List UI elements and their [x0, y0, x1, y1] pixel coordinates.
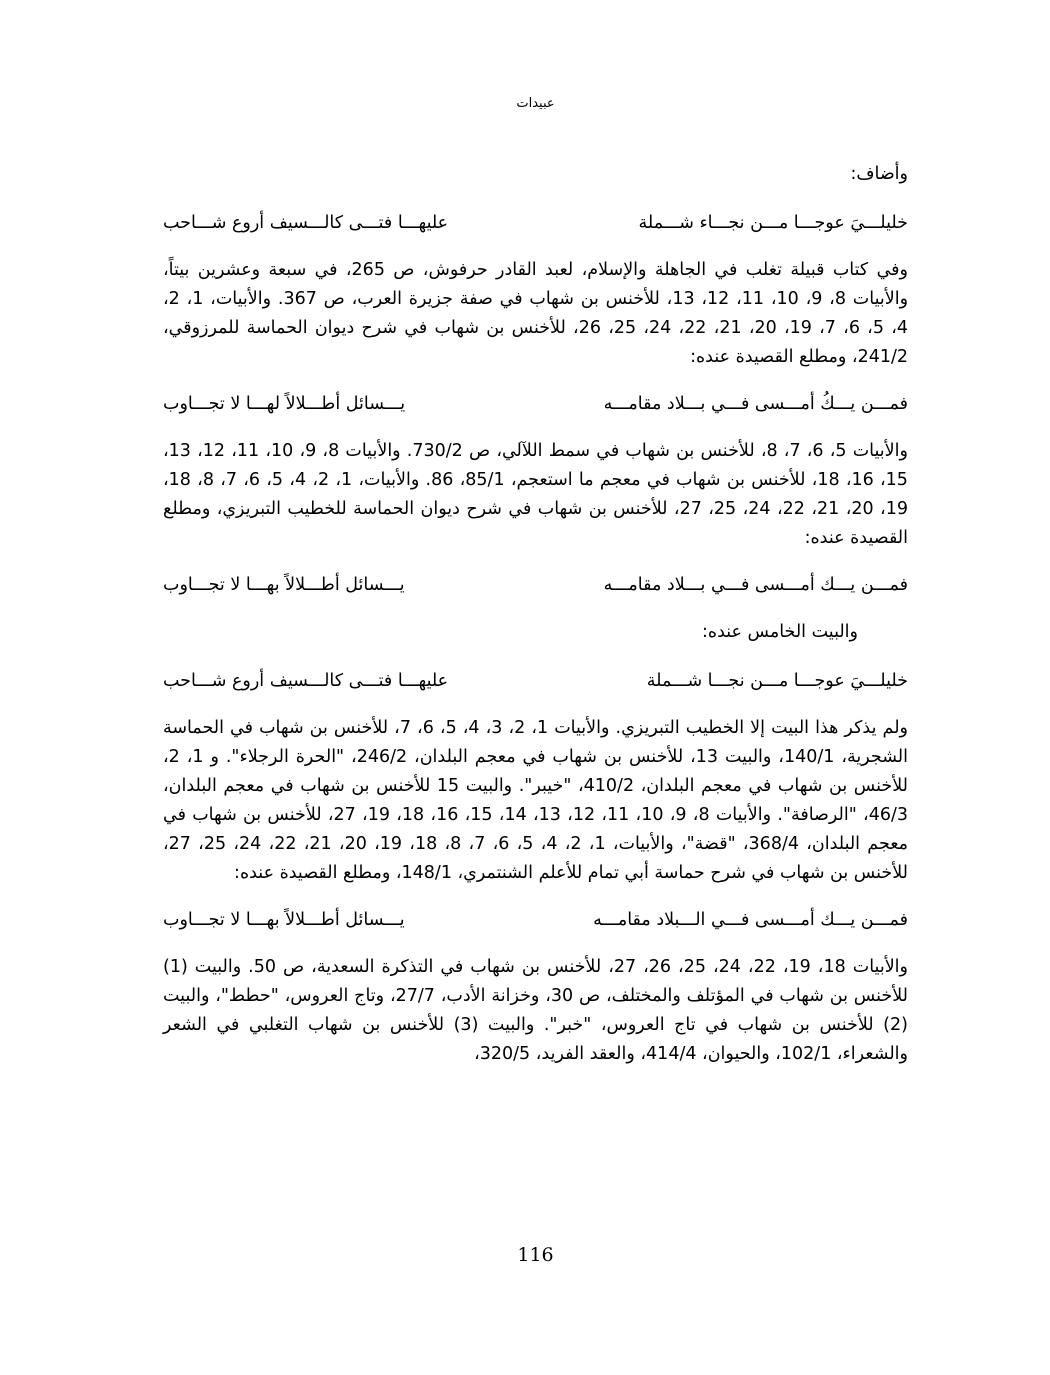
verse-3: [163, 571, 908, 600]
fifth-verse-label: والبيت الخامس عنده:: [702, 622, 858, 642]
page-content: [163, 160, 908, 1087]
document-page: [163, 0, 908, 1375]
paragraph-3: ولم يذكر هذا البيت إلا الخطيب التبريزي. والأبيات 1، 2، 3، 4، 5، 6، 7، للأخنس بن شهاب في الحماسة الشجرية، 140/1، والبيت 13، للأخنس بن شهاب في معجم البلدان، 246/2، "الحرة الرجلاء". و 1، 2، للأخنس بن شهاب في معجم البلدان، 410/2، "خيبر". والبيت 15 للأخنس بن شهاب في معجم البلدان، 46/3، "الرصافة". والأبيات 8، 9، 10، 11، 12، 13، 14، 15، 16، 18، 19، 27، للأخنس بن شهاب في معجم البلدان، 368/4، "قضة"، والأبيات، 1، 2، 4، 5، 6، 7، 8، 18، 19، 20، 21، 22، 24، 25، 27، للأخنس بن شهاب في شرح حماسة أبي تمام للأعلم الشنتمري، 148/1، ومطلع القصيدة عنده:: [163, 718, 909, 883]
verse-4-second-hemistich: عليهـــا فتـــى كالـــسيف أروع شـــاحب: [163, 671, 449, 691]
verse-4: [163, 667, 908, 696]
verse-1-second-hemistich: عليهـــا فتـــى كالـــسيف أروع شـــاحب: [163, 213, 449, 233]
verse-5: [163, 906, 908, 935]
verse-3-first-hemistich: فمـــن يـــك أمـــسى فـــي بـــلاد مقامـــه: [603, 575, 908, 595]
intro-label: وأضاف:: [850, 164, 908, 184]
paragraph-4: والأبيات 18، 19، 22، 24، 25، 26، 27، للأخنس بن شهاب في التذكرة السعدية، ص 50. والبيت (1) للأخنس بن شهاب في المؤتلف والمختلف، ص 30، وخزانة الأدب، 27/7، وتاج العروس، "حطط"، والبيت (2) للأخنس بن شهاب في تاج العروس، "خبر". والبيت (3) للأخنس بن شهاب التغلبي في الشعر والشعراء، 102/1، والحيوان، 414/4، والعقد الفريد، 320/5،: [163, 957, 908, 1064]
verse-2: [163, 390, 908, 419]
verse-2-first-hemistich: فمـــن يـــكُ أمـــسى فـــي بـــلاد مقامـــه: [603, 394, 908, 414]
paragraph-2: والأبيات 5، 6، 7، 8، للأخنس بن شهاب في سمط اللآلي، ص 730/2. والأبيات 8، 9، 10، 11، 12، 13، 15، 16، 18، للأخنس بن شهاب في معجم ما استعجم، 85/1، 86. والأبيات، 1، 2، 4، 5، 6، 7، 8، 18، 19، 20، 21، 22، 24، 25، 27، للأخنس بن شهاب في شرح ديوان الحماسة للخطيب التبريزي، ومطلع القصيدة عنده:: [163, 441, 908, 548]
verse-4-first-hemistich: خليلـــيَ عوجـــا مـــن نجـــا شـــملة: [646, 671, 908, 691]
verse-5-first-hemistich: فمـــن يـــك أمـــسى فـــي الـــبلاد مقامـــه: [593, 910, 908, 930]
paragraph-1: وفي كتاب قبيلة تغلب في الجاهلة والإسلام، لعبد القادر حرفوش، ص 265، في سبعة وعشرين بيتاً، والأبيات 8، 9، 10، 11، 12، 13، للأخنس بن شهاب في صفة جزيرة العرب، ص 367. والأبيات، 1، 2، 4، 5، 6، 7، 19، 20، 21، 22، 24، 25، 26، للأخنس بن شهاب في شرح ديوان الحماسة للمرزوقي، 241/2، ومطلع القصيدة عنده:: [163, 260, 909, 367]
page-number: 116: [517, 1244, 554, 1266]
running-header: عبيدات: [516, 96, 555, 111]
verse-1: [163, 209, 908, 238]
verse-1-first-hemistich: خليلـــيَ عوجـــا مـــن نجـــاء شـــملة: [638, 213, 908, 233]
verse-3-second-hemistich: يـــسائل أطـــلالاً بهـــا لا تجـــاوب: [163, 575, 405, 595]
verse-2-second-hemistich: يـــسائل أطـــلالاً لهـــا لا تجـــاوب: [163, 394, 406, 414]
verse-5-second-hemistich: يـــسائل أطـــلالاً بهـــا لا تجـــاوب: [163, 910, 405, 930]
